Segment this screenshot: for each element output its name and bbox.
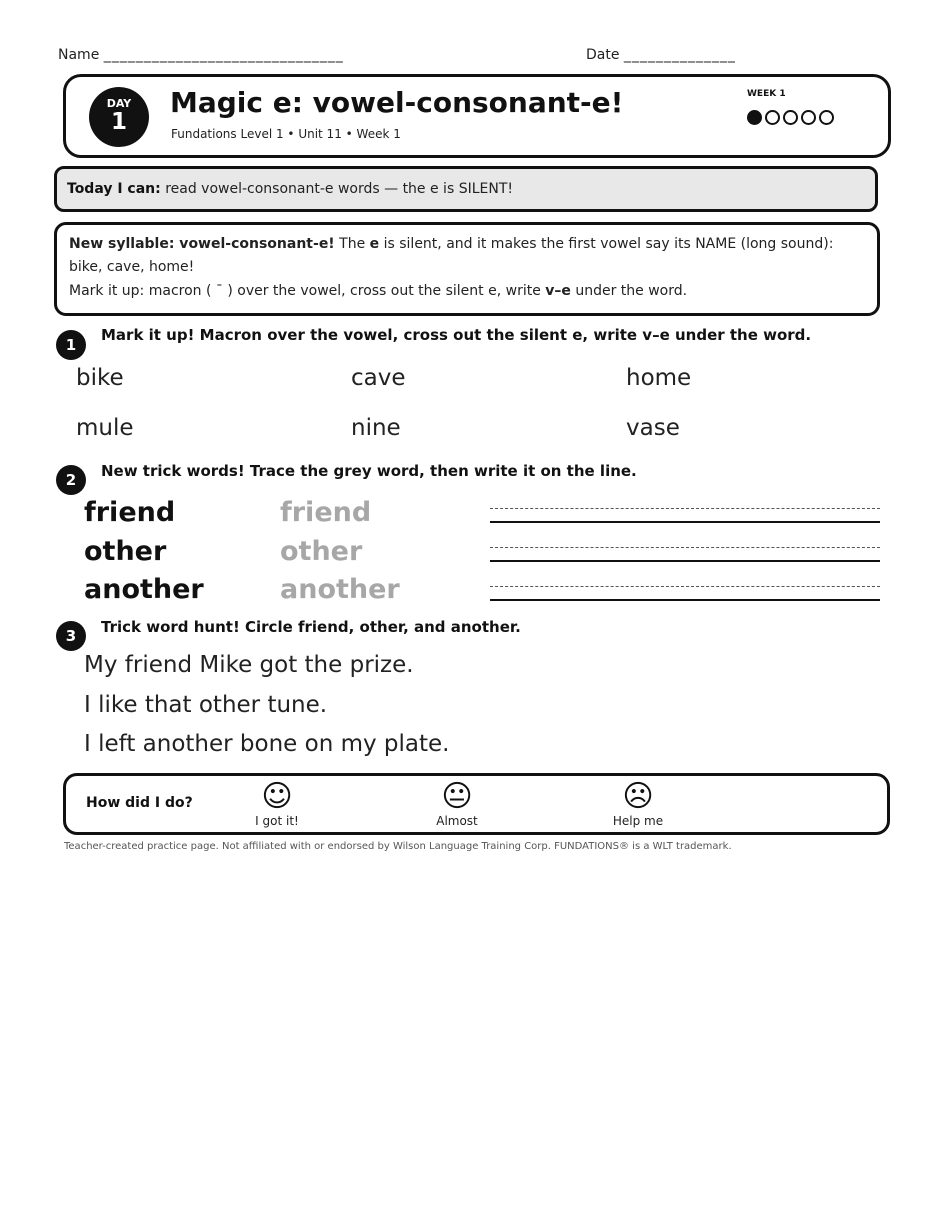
week-label: WEEK 1 <box>747 89 786 99</box>
footer-disclaimer: Teacher-created practice page. Not affiliated with or endorsed by Wilson Language Training Corp. FUNDATIONS® is a WLT trademark. <box>64 841 732 852</box>
self-check-option[interactable] <box>412 779 502 828</box>
day-number: 1 <box>110 109 127 135</box>
word-item[interactable]: nine <box>351 415 401 441</box>
self-check-option[interactable] <box>593 779 683 828</box>
week-progress-dots <box>747 110 834 125</box>
progress-dot-empty <box>819 110 834 125</box>
today-lead: Today I can: <box>67 181 161 197</box>
today-i-can-text <box>67 181 513 197</box>
day-label: DAY <box>106 97 132 110</box>
trick-word: another <box>84 574 204 605</box>
word-item[interactable]: cave <box>351 365 406 391</box>
date-field[interactable] <box>586 47 736 63</box>
self-check-label: Almost <box>436 814 478 828</box>
name-field[interactable] <box>58 47 344 63</box>
hunt-sentence[interactable]: I like that other tune. <box>84 692 328 718</box>
section-1-instruction: Mark it up! Macron over the vowel, cross out the silent e, write v–e under the word. <box>101 326 812 344</box>
rule-ve: v–e <box>545 283 571 299</box>
date-label: Date <box>586 47 620 63</box>
hunt-sentence[interactable]: I left another bone on my plate. <box>84 731 450 757</box>
progress-dot-empty <box>783 110 798 125</box>
self-check-label: Help me <box>612 814 664 828</box>
rule-text: is silent, and it makes the first vowel say its NAME (long sound): <box>379 236 834 252</box>
writing-line[interactable] <box>490 586 880 601</box>
rule-text: Mark it up: macron ( ¯ ) over the vowel, cross out the silent e, write <box>69 283 546 299</box>
trick-word: other <box>84 536 167 567</box>
neutral-face-icon[interactable]: 😐 <box>441 779 473 814</box>
section-number-2: 2 <box>56 465 86 495</box>
rule-line-3 <box>69 283 687 299</box>
progress-dot-empty <box>765 110 780 125</box>
rule-line-1 <box>69 236 833 252</box>
word-item[interactable]: home <box>626 365 692 391</box>
frowning-face-icon[interactable]: ☹ <box>622 779 654 814</box>
progress-dot-empty <box>801 110 816 125</box>
writing-line[interactable] <box>490 508 880 523</box>
page-subtitle: Fundations Level 1 • Unit 11 • Week 1 <box>171 127 401 141</box>
word-item[interactable]: vase <box>626 415 680 441</box>
day-badge <box>89 87 149 147</box>
word-item[interactable]: mule <box>76 415 134 441</box>
rule-line-2: bike, cave, home! <box>69 259 195 275</box>
today-goal: read vowel-consonant-e words — the e is SILENT! <box>160 181 513 197</box>
progress-dot-filled <box>747 110 762 125</box>
self-check-option[interactable] <box>232 779 322 828</box>
section-3-instruction: Trick word hunt! Circle friend, other, and another. <box>101 618 521 636</box>
trick-word: friend <box>84 497 176 528</box>
section-number-3: 3 <box>56 621 86 651</box>
self-check-question: How did I do? <box>86 795 193 811</box>
rule-heading: New syllable: vowel-consonant-e! <box>69 236 335 252</box>
rule-e: e <box>369 236 380 252</box>
trace-word[interactable]: friend <box>280 497 372 528</box>
name-blank: ______________________________ <box>103 47 344 63</box>
trace-word[interactable]: other <box>280 536 363 567</box>
page-title: Magic e: vowel-consonant-e! <box>170 86 624 119</box>
date-blank: ______________ <box>623 47 736 63</box>
section-number-1: 1 <box>56 330 86 360</box>
section-2-instruction: New trick words! Trace the grey word, then write it on the line. <box>101 462 637 480</box>
writing-line[interactable] <box>490 547 880 562</box>
hunt-sentence[interactable]: My friend Mike got the prize. <box>84 652 414 678</box>
self-check-label: I got it! <box>255 814 299 828</box>
trace-word[interactable]: another <box>280 574 400 605</box>
rule-text: The <box>334 236 370 252</box>
name-label: Name <box>58 47 100 63</box>
smiling-face-icon[interactable]: ☺ <box>261 779 293 814</box>
rule-text: under the word. <box>570 283 688 299</box>
word-item[interactable]: bike <box>76 365 124 391</box>
